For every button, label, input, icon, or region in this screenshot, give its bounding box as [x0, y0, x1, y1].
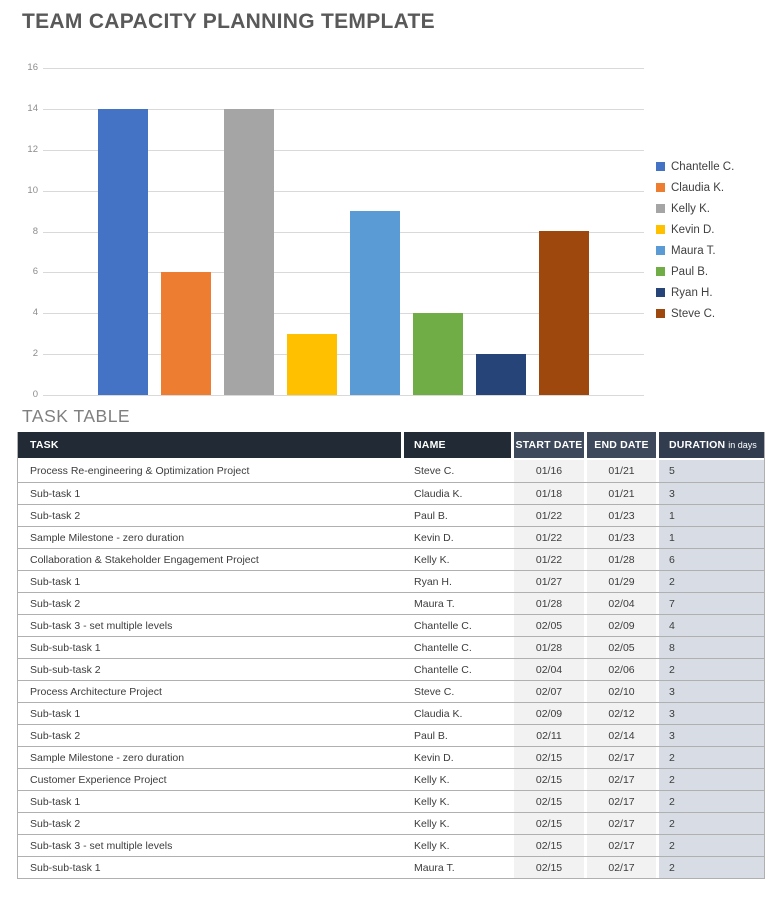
table-row	[18, 658, 764, 680]
start-date-cell: 01/22	[511, 549, 584, 570]
duration-cell: 2	[656, 769, 764, 790]
task-table-body	[18, 460, 764, 878]
legend-item	[656, 160, 734, 173]
start-date-cell: 01/22	[511, 527, 584, 548]
end-date-cell: 02/05	[584, 637, 656, 658]
capacity-bar-chart	[0, 0, 774, 420]
table-row	[18, 548, 764, 570]
y-axis-tick-label: 0	[32, 389, 38, 400]
legend-swatch	[656, 246, 665, 255]
task-table-heading: TASK TABLE	[22, 406, 131, 426]
start-date-cell: 02/15	[511, 769, 584, 790]
table-row	[18, 702, 764, 724]
start-date-cell: 02/15	[511, 857, 584, 878]
y-axis-tick-label: 4	[32, 307, 38, 319]
duration-cell: 2	[656, 835, 764, 856]
name-cell: Kelly K.	[401, 549, 511, 570]
table-row	[18, 856, 764, 878]
duration-cell: 2	[656, 857, 764, 878]
end-date-cell: 02/10	[584, 681, 656, 702]
legend-label: Steve C.	[671, 307, 716, 320]
duration-cell: 5	[656, 460, 764, 482]
name-cell: Claudia K.	[401, 703, 511, 724]
legend-swatch	[656, 288, 665, 297]
end-date-cell: 02/06	[584, 659, 656, 680]
duration-cell: 3	[656, 703, 764, 724]
end-date-cell: 02/17	[584, 791, 656, 812]
end-date-cell: 02/17	[584, 857, 656, 878]
end-date-cell: 01/21	[584, 460, 656, 482]
name-cell: Paul B.	[401, 725, 511, 746]
chart-bars	[98, 68, 589, 395]
end-date-cell: 02/12	[584, 703, 656, 724]
duration-cell: 2	[656, 813, 764, 834]
y-axis-tick-label: 2	[32, 348, 38, 360]
end-date-cell: 02/17	[584, 769, 656, 790]
table-row	[18, 526, 764, 548]
duration-cell: 4	[656, 615, 764, 636]
y-axis-tick-label: 16	[27, 62, 38, 73]
legend-item	[656, 307, 734, 320]
bar-steve-c	[539, 231, 589, 395]
y-axis-tick-label: 8	[32, 225, 38, 237]
start-date-cell: 01/22	[511, 505, 584, 526]
duration-cell: 3	[656, 483, 764, 504]
name-cell: Chantelle C.	[401, 659, 511, 680]
legend-item	[656, 223, 734, 236]
task-cell: Collaboration & Stakeholder Engagement Project	[30, 553, 259, 566]
table-row	[18, 724, 764, 746]
name-cell: Kelly K.	[401, 835, 511, 856]
legend-item	[656, 286, 734, 299]
start-date-cell: 02/11	[511, 725, 584, 746]
legend-label: Kelly K.	[671, 202, 710, 215]
legend-item	[656, 265, 734, 278]
column-header-duration-suffix: in days	[728, 440, 757, 450]
end-date-cell: 02/04	[584, 593, 656, 614]
end-date-cell: 01/23	[584, 527, 656, 548]
y-axis-tick-label: 10	[27, 184, 38, 196]
task-cell: Sub-task 3 - set multiple levels	[30, 619, 173, 632]
start-date-cell: 02/15	[511, 835, 584, 856]
y-axis-tick-label: 12	[27, 143, 38, 155]
bar-ryan-h	[476, 354, 526, 395]
column-header-task: TASK	[18, 432, 401, 458]
duration-cell: 8	[656, 637, 764, 658]
legend-swatch	[656, 225, 665, 234]
column-header-duration-label: DURATION	[669, 439, 726, 451]
column-header-end-date: END DATE	[584, 432, 656, 458]
name-cell: Chantelle C.	[401, 637, 511, 658]
start-date-cell: 02/07	[511, 681, 584, 702]
name-cell: Ryan H.	[401, 571, 511, 592]
task-cell: Customer Experience Project	[30, 773, 167, 786]
name-cell: Maura T.	[401, 593, 511, 614]
table-row	[18, 746, 764, 768]
gridline	[43, 395, 644, 396]
legend-label: Claudia K.	[671, 181, 725, 194]
duration-cell: 3	[656, 681, 764, 702]
end-date-cell: 01/21	[584, 483, 656, 504]
legend-label: Paul B.	[671, 265, 709, 278]
task-cell: Sub-sub-task 2	[30, 663, 101, 676]
start-date-cell: 01/18	[511, 483, 584, 504]
table-row	[18, 614, 764, 636]
end-date-cell: 01/23	[584, 505, 656, 526]
table-row	[18, 592, 764, 614]
chart-legend	[656, 160, 734, 320]
column-header-name: NAME	[401, 432, 511, 458]
legend-swatch	[656, 204, 665, 213]
task-cell: Sample Milestone - zero duration	[30, 751, 185, 764]
start-date-cell: 02/09	[511, 703, 584, 724]
start-date-cell: 02/05	[511, 615, 584, 636]
duration-cell: 7	[656, 593, 764, 614]
duration-cell: 2	[656, 791, 764, 812]
start-date-cell: 02/15	[511, 813, 584, 834]
duration-cell: 1	[656, 505, 764, 526]
name-cell: Maura T.	[401, 857, 511, 878]
page-title: TEAM CAPACITY PLANNING TEMPLATE	[22, 10, 435, 33]
name-cell: Kevin D.	[401, 747, 511, 768]
name-cell: Kevin D.	[401, 527, 511, 548]
start-date-cell: 02/15	[511, 747, 584, 768]
end-date-cell: 01/28	[584, 549, 656, 570]
end-date-cell: 02/17	[584, 747, 656, 768]
table-row	[18, 680, 764, 702]
legend-swatch	[656, 309, 665, 318]
task-table-header	[18, 432, 764, 460]
task-cell: Sub-task 2	[30, 729, 81, 742]
task-cell: Sub-task 1	[30, 487, 81, 500]
column-header-duration	[656, 432, 764, 458]
legend-label: Kevin D.	[671, 223, 715, 236]
table-row	[18, 834, 764, 856]
duration-cell: 3	[656, 725, 764, 746]
legend-swatch	[656, 267, 665, 276]
start-date-cell: 01/28	[511, 593, 584, 614]
task-cell: Sub-task 2	[30, 509, 81, 522]
y-axis-tick-label: 6	[32, 266, 38, 278]
task-cell: Sub-task 2	[30, 817, 81, 830]
task-cell: Sub-task 1	[30, 707, 81, 720]
table-row	[18, 570, 764, 592]
bar-paul-b	[413, 313, 463, 395]
table-row	[18, 482, 764, 504]
name-cell: Paul B.	[401, 505, 511, 526]
task-cell: Sub-sub-task 1	[30, 641, 101, 654]
name-cell: Kelly K.	[401, 791, 511, 812]
name-cell: Chantelle C.	[401, 615, 511, 636]
legend-label: Maura T.	[671, 244, 716, 257]
end-date-cell: 02/09	[584, 615, 656, 636]
bar-chantelle-c	[98, 109, 148, 395]
duration-cell: 1	[656, 527, 764, 548]
legend-label: Chantelle C.	[671, 160, 735, 173]
task-cell: Sub-sub-task 1	[30, 861, 101, 874]
bar-maura-t	[350, 211, 400, 395]
end-date-cell: 02/17	[584, 835, 656, 856]
name-cell: Steve C.	[401, 681, 511, 702]
bar-kelly-k	[224, 109, 274, 395]
table-row	[18, 460, 764, 482]
end-date-cell: 01/29	[584, 571, 656, 592]
task-cell: Sub-task 3 - set multiple levels	[30, 839, 173, 852]
task-cell: Sample Milestone - zero duration	[30, 531, 185, 544]
start-date-cell: 01/16	[511, 460, 584, 482]
end-date-cell: 02/17	[584, 813, 656, 834]
legend-item	[656, 202, 734, 215]
column-header-start-date: START DATE	[511, 432, 584, 458]
legend-item	[656, 181, 734, 194]
task-cell: Sub-task 1	[30, 575, 81, 588]
table-row	[18, 812, 764, 834]
task-table	[17, 432, 765, 879]
task-cell: Sub-task 1	[30, 795, 81, 808]
end-date-cell: 02/14	[584, 725, 656, 746]
name-cell: Steve C.	[401, 460, 511, 482]
task-cell: Process Re-engineering & Optimization Project	[30, 465, 250, 477]
table-row	[18, 504, 764, 526]
name-cell: Kelly K.	[401, 769, 511, 790]
start-date-cell: 01/28	[511, 637, 584, 658]
legend-item	[656, 244, 734, 257]
table-row	[18, 636, 764, 658]
table-row	[18, 768, 764, 790]
start-date-cell: 02/04	[511, 659, 584, 680]
start-date-cell: 02/15	[511, 791, 584, 812]
legend-label: Ryan H.	[671, 286, 713, 299]
y-axis-tick-label: 14	[27, 102, 38, 114]
name-cell: Kelly K.	[401, 813, 511, 834]
table-row	[18, 790, 764, 812]
bar-claudia-k	[161, 272, 211, 395]
task-cell: Process Architecture Project	[30, 685, 162, 698]
start-date-cell: 01/27	[511, 571, 584, 592]
duration-cell: 2	[656, 571, 764, 592]
duration-cell: 6	[656, 549, 764, 570]
duration-cell: 2	[656, 747, 764, 768]
bar-kevin-d	[287, 334, 337, 395]
task-cell: Sub-task 2	[30, 597, 81, 610]
name-cell: Claudia K.	[401, 483, 511, 504]
legend-swatch	[656, 183, 665, 192]
legend-swatch	[656, 162, 665, 171]
duration-cell: 2	[656, 659, 764, 680]
